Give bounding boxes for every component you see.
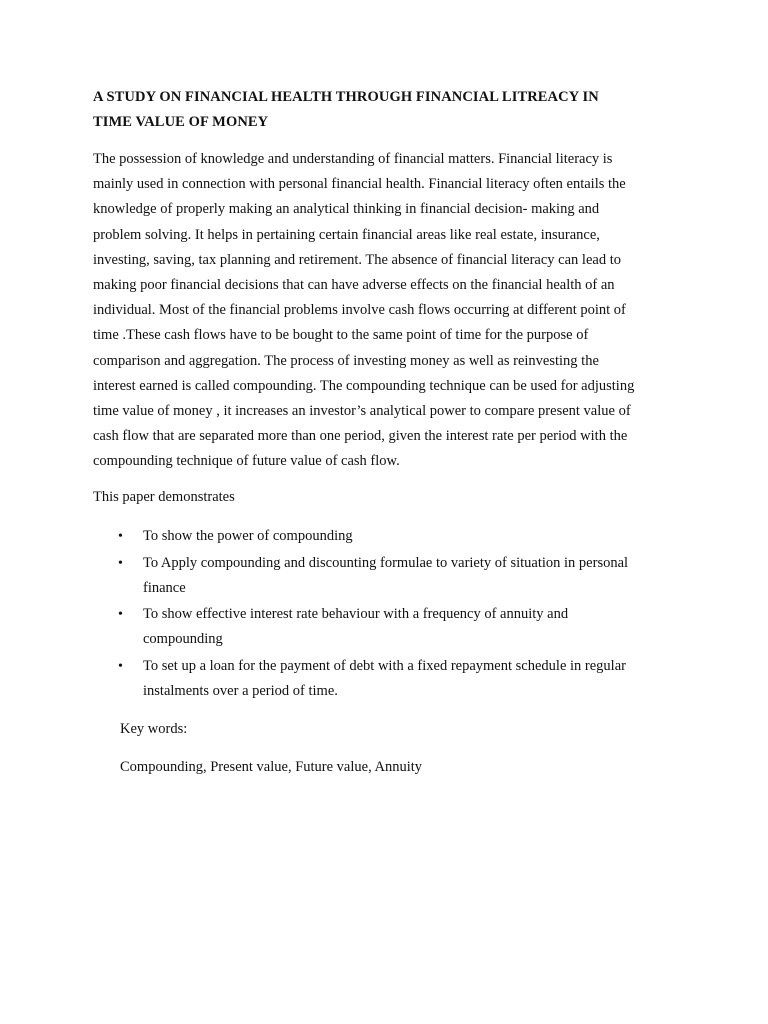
objectives-list bbox=[93, 524, 693, 705]
title-line: A STUDY ON FINANCIAL HEALTH THROUGH FINANCIAL LITREACY IN bbox=[93, 89, 599, 105]
list-item-text: To set up a loan for the payment of debt with a fixed repayment schedule in regular bbox=[143, 657, 626, 674]
paragraph-line: The possession of knowledge and understanding of financial matters. Financial literacy is bbox=[93, 151, 613, 167]
intro-text: This paper demonstrates bbox=[93, 489, 235, 505]
paragraph-line: knowledge of properly making an analytical thinking in financial decision- making and bbox=[93, 201, 600, 218]
list-item bbox=[93, 602, 693, 652]
list-item-text: finance bbox=[143, 579, 186, 596]
list-item bbox=[93, 524, 693, 549]
paragraph-line: compounding technique of future value of cash flow. bbox=[93, 453, 400, 470]
bullet-icon: • bbox=[118, 555, 123, 571]
bullet-icon: • bbox=[118, 529, 123, 544]
document-title bbox=[93, 85, 693, 135]
list-item bbox=[93, 551, 693, 601]
paragraph-line: mainly used in connection with personal financial health. Financial literacy often entails the bbox=[93, 176, 626, 193]
paragraph-line: time value of money , it increases an investor’s analytical power to compare present value of bbox=[93, 403, 631, 420]
paragraph-line: problem solving. It helps in pertaining certain financial areas like real estate, insurance, bbox=[93, 226, 600, 243]
list-item-text: instalments over a period of time. bbox=[143, 682, 338, 699]
paragraph-line: interest earned is called compounding. The compounding technique can be used for adjusting bbox=[93, 377, 635, 394]
list-item bbox=[93, 654, 693, 704]
keywords-heading: Key words: bbox=[120, 721, 188, 737]
list-item-text: To Apply compounding and discounting formulae to variety of situation in personal bbox=[143, 554, 629, 571]
paragraph-line: individual. Most of the financial problems involve cash flows occurring at different point of bbox=[93, 302, 626, 319]
body-paragraph bbox=[93, 147, 693, 475]
paragraph-line: investing, saving, tax planning and retirement. The absence of financial literacy can lead to bbox=[93, 251, 621, 268]
paragraph-line: making poor financial decisions that can have adverse effects on the financial health of an bbox=[93, 277, 615, 294]
bullet-icon: • bbox=[118, 607, 123, 622]
bullet-icon: • bbox=[118, 658, 123, 674]
title-line: TIME VALUE OF MONEY bbox=[93, 114, 269, 130]
paragraph-line: comparison and aggregation. The process of investing money as well as reinvesting the bbox=[93, 352, 599, 369]
paragraph-line: cash flow that are separated more than one period, given the interest rate per period with the bbox=[93, 428, 628, 445]
paragraph-line: time .These cash flows have to be bought to the same point of time for the purpose of bbox=[93, 327, 589, 344]
keywords-list: Compounding, Present value, Future value, Annuity bbox=[120, 759, 423, 775]
list-item-text: To show effective interest rate behaviour with a frequency of annuity and bbox=[143, 606, 569, 622]
list-item-text: compounding bbox=[143, 631, 223, 647]
list-item-text: To show the power of compounding bbox=[143, 528, 353, 544]
